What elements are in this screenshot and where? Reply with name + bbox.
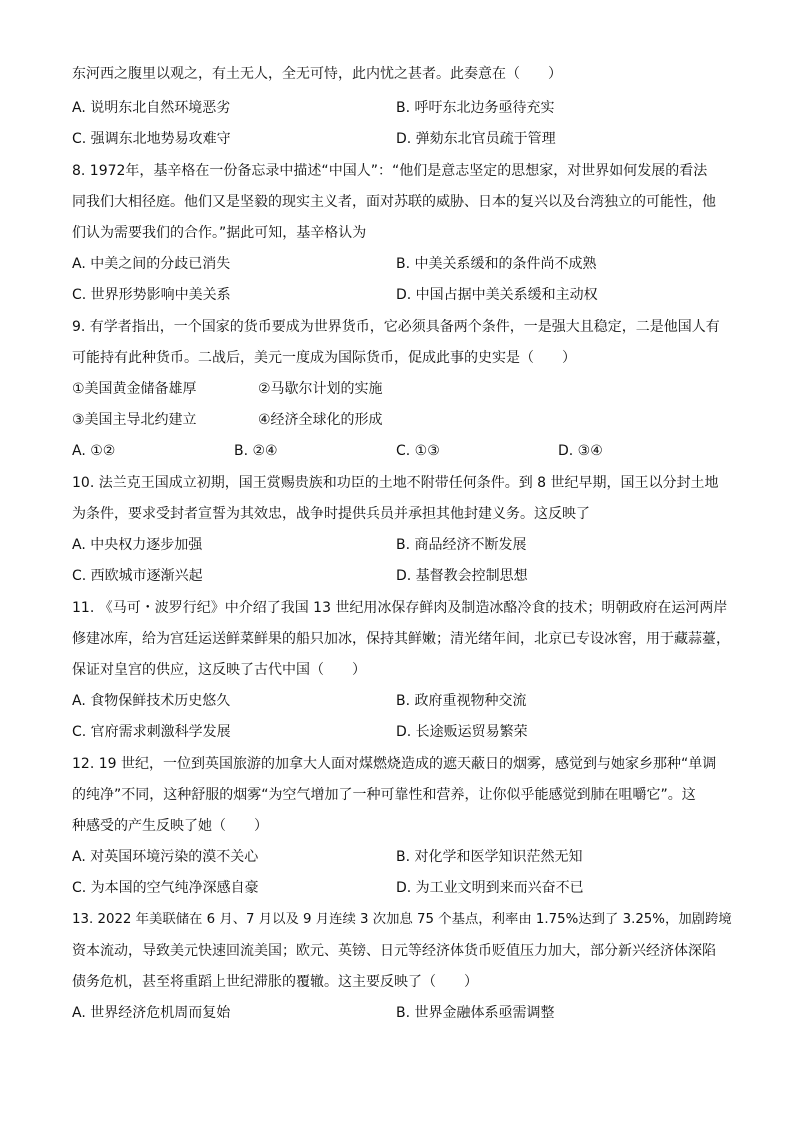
question-7-stem-tail: 东河西之腹里以观之，有土无人，全无可恃，此内忧之甚者。此奏意在（ ） bbox=[72, 66, 562, 82]
q13-option-a: A. 世界经济危机周而复始 bbox=[72, 1005, 231, 1021]
q10-option-a: A. 中央权力逐步加强 bbox=[72, 537, 203, 553]
q7-option-d: D. 弹劾东北官员疏于管理 bbox=[396, 131, 556, 147]
q7-option-b: B. 呼吁东北边务亟待充实 bbox=[396, 100, 555, 116]
q11-option-c: C. 官府需求刺激科学发展 bbox=[72, 724, 231, 740]
question-8-stem-line3: 们认为需要我们的合作。”据此可知，基辛格认为 bbox=[72, 225, 367, 241]
question-8-stem-line1: 8. 1972年，基辛格在一份备忘录中描述“中国人”：“他们是意志坚定的思想家，对世界如何发展的看法 bbox=[72, 163, 708, 179]
question-13-stem-line1: 13. 2022 年美联储在 6 月、7 月以及 9 月连续 3 次加息 75 个基点，利率由 1.75%达到了 3.25%，加剧跨境 bbox=[72, 912, 732, 927]
q11-option-b: B. 政府重视物种交流 bbox=[396, 693, 527, 709]
q9-statement-4: ④经济全球化的形成 bbox=[258, 412, 383, 428]
q11-option-d: D. 长途贩运贸易繁荣 bbox=[396, 724, 528, 740]
question-11-stem-line3: 保证对皇宫的供应，这反映了古代中国（ ） bbox=[72, 662, 366, 678]
q12-option-a: A. 对英国环境污染的漠不关心 bbox=[72, 849, 259, 865]
q12-option-b: B. 对化学和医学知识茫然无知 bbox=[396, 849, 583, 865]
q12-option-c: C. 为本国的空气纯净深感自豪 bbox=[72, 880, 259, 896]
question-13-stem-line3: 债务危机，甚至将重蹈上世纪滞胀的覆辙。这主要反映了（ ） bbox=[72, 974, 478, 990]
question-11-stem-line1: 11. 《马可・波罗行纪》中介绍了我国 13 世纪用冰保存鲜肉及制造冰酪冷食的技术；明朝政府在运河两岸 bbox=[72, 600, 728, 616]
q7-option-a: A. 说明东北自然环境恶劣 bbox=[72, 100, 231, 116]
q9-statement-2: ②马歇尔计划的实施 bbox=[258, 381, 383, 397]
q9-option-a: A. ①② bbox=[72, 443, 116, 459]
q10-option-c: C. 西欧城市逐渐兴起 bbox=[72, 568, 203, 584]
q10-option-d: D. 基督教会控制思想 bbox=[396, 568, 528, 584]
question-12-stem-line3: 种感受的产生反映了她（ ） bbox=[72, 818, 268, 834]
q7-option-c: C. 强调东北地势易攻难守 bbox=[72, 131, 231, 147]
question-10-stem-line1: 10. 法兰克王国成立初期，国王赏赐贵族和功臣的土地不附带任何条件。到 8 世纪早期，国王以分封土地 bbox=[72, 475, 719, 491]
question-11-stem-line2: 修建冰库，给为宫廷运送鲜菜鲜果的船只加冰，保持其鲜嫩；清光绪年间，北京已专设冰窖，用于藏蒜薹， bbox=[72, 631, 730, 647]
q12-option-d: D. 为工业文明到来而兴奋不已 bbox=[396, 880, 584, 896]
question-12-stem-line1: 12. 19 世纪，一位到英国旅游的加拿大人面对煤燃烧造成的遮天蔽日的烟雾，感觉到与她家乡那种“单调 bbox=[72, 756, 717, 772]
q13-option-b: B. 世界金融体系亟需调整 bbox=[396, 1005, 555, 1021]
question-12-stem-line2: 的纯净”不同，这种舒服的烟雾“为空气增加了一种可靠性和营养，让你似乎能感觉到肺在咀嚼它”。这 bbox=[72, 787, 696, 803]
q9-option-d: D. ③④ bbox=[558, 443, 603, 459]
question-10-stem-line2: 为条件，要求受封者宣誓为其效忠，战争时提供兵员并承担其他封建义务。这反映了 bbox=[72, 506, 590, 522]
q8-option-d: D. 中国占据中美关系缓和主动权 bbox=[396, 287, 598, 303]
question-8-stem-line2: 同我们大相径庭。他们又是坚毅的现实主义者，面对苏联的威胁、日本的复兴以及台湾独立的可能性，他 bbox=[72, 194, 716, 210]
question-9-stem-line1: 9. 有学者指出，一个国家的货币要成为世界货币，它必须具备两个条件，一是强大且稳定，二是他国人有 bbox=[72, 319, 720, 335]
q9-statement-3: ③美国主导北约建立 bbox=[72, 412, 197, 428]
q8-option-b: B. 中美关系缓和的条件尚不成熟 bbox=[396, 256, 597, 272]
q11-option-a: A. 食物保鲜技术历史悠久 bbox=[72, 693, 231, 709]
q9-statement-1: ①美国黄金储备雄厚 bbox=[72, 381, 197, 397]
q9-option-b: B. ②④ bbox=[234, 443, 278, 459]
q10-option-b: B. 商品经济不断发展 bbox=[396, 537, 527, 553]
q8-option-c: C. 世界形势影响中美关系 bbox=[72, 287, 231, 303]
q9-option-c: C. ①③ bbox=[396, 443, 440, 459]
question-9-stem-line2: 可能持有此种货币。二战后，美元一度成为国际货币，促成此事的史实是（ ） bbox=[72, 350, 576, 366]
q8-option-a: A. 中美之间的分歧已消失 bbox=[72, 256, 231, 272]
question-13-stem-line2: 资本流动，导致美元快速回流美国；欧元、英镑、日元等经济体货币贬值压力加大，部分新兴经济体深陷 bbox=[72, 943, 716, 959]
